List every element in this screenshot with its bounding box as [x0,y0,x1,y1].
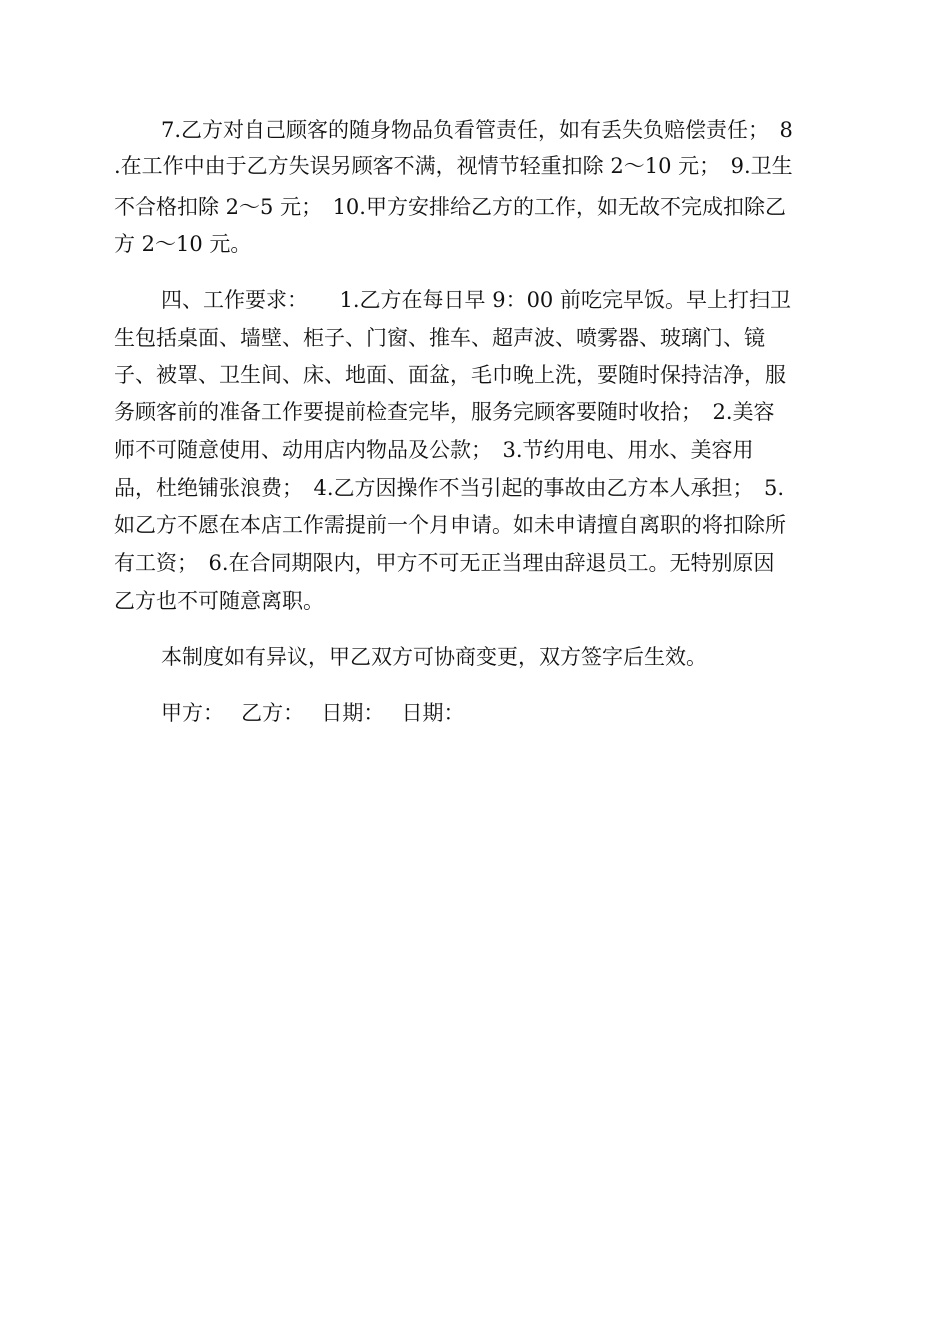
paragraph-rules-line-3: 不合格扣除 2～5 元； 10.甲方安排给乙方的工作，如无故不完成扣除乙 [114,195,786,219]
paragraph-work-requirements-line-7: 如乙方不愿在本店工作需提前一个月申请。如未申请擅自离职的将扣除所 [114,513,786,537]
signature-line: 甲方： 乙方： 日期： 日期： [161,701,465,725]
paragraph-work-requirements-line-8: 有工资； 6.在合同期限内，甲方不可无正当理由辞退员工。无特别原因 [114,551,775,575]
paragraph-rules-line-1: 7.乙方对自己顾客的随身物品负看管责任，如有丢失负赔偿责任； 8 [161,118,793,142]
paragraph-rules-line-2: .在工作中由于乙方失误另顾客不满，视情节轻重扣除 2～10 元； 9.卫生 [114,154,793,178]
paragraph-work-requirements-line-5: 师不可随意使用、动用店内物品及公款； 3.节约用电、用水、美容用 [114,438,754,462]
paragraph-work-requirements-line-9: 乙方也不可随意离职。 [114,589,324,613]
paragraph-work-requirements-line-4: 务顾客前的准备工作要提前检查完毕，服务完顾客要随时收拾； 2.美容 [114,400,775,424]
paragraph-work-requirements-line-3: 子、被罩、卫生间、床、地面、面盆，毛巾晚上洗，要随时保持洁净，服 [114,363,786,387]
paragraph-rules-line-4: 方 2～10 元。 [114,232,252,256]
paragraph-work-requirements-line-6: 品，杜绝铺张浪费； 4.乙方因操作不当引起的事故由乙方本人承担； 5. [114,476,785,500]
paragraph-work-requirements-line-1: 四、工作要求： 1.乙方在每日早 9：00 前吃完早饭。早上打扫卫 [161,288,791,312]
paragraph-work-requirements-line-2: 生包括桌面、墙壁、柜子、门窗、推车、超声波、喷雾器、玻璃门、镜 [114,326,765,350]
paragraph-amendment-note: 本制度如有异议，甲乙双方可协商变更，双方签字后生效。 [161,645,707,669]
